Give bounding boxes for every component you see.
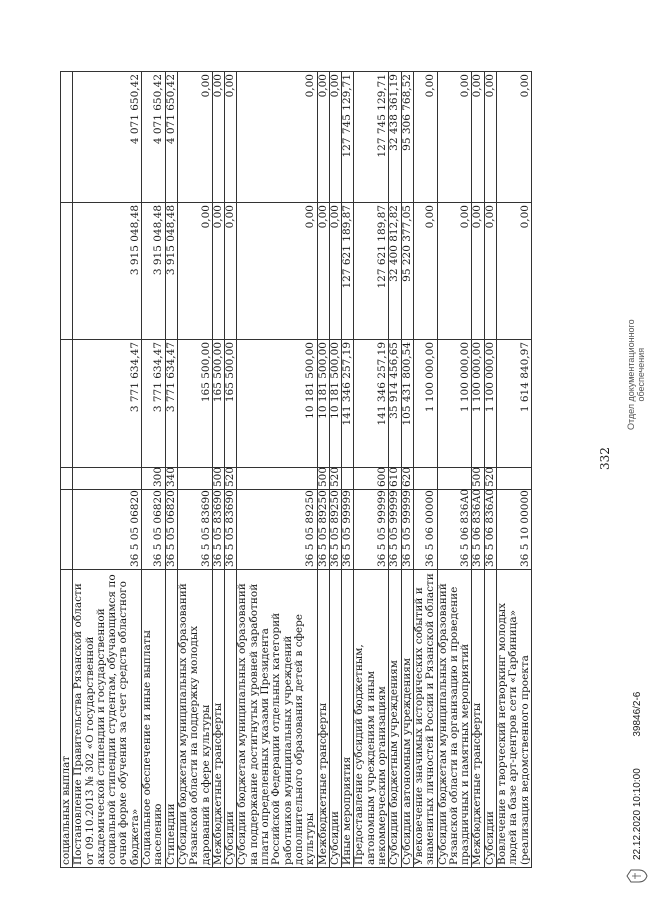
value-2021-cell: 1 614 840,97 (496, 340, 531, 468)
stamp-line-1: Отдел документационного (626, 319, 636, 430)
vr-cell (177, 468, 212, 490)
code-cell: 36 5 05 99999 (354, 490, 389, 570)
value-2023-cell: 127 745 129,71 (342, 72, 354, 203)
value-2023-cell: 0,00 (496, 72, 531, 203)
name-cell: Субсидии (329, 570, 341, 868)
vr-cell: 500 (472, 468, 484, 490)
value-2022-cell: 0,00 (237, 203, 317, 340)
page-number: 332 (598, 447, 612, 470)
value-2022-cell: 0,00 (472, 203, 484, 340)
vr-cell: 610 (389, 468, 401, 490)
value-2022-cell: 0,00 (212, 203, 224, 340)
stamp-line-2: обеспечения (636, 347, 646, 402)
value-2022-cell: 3 915 048,48 (73, 203, 142, 340)
value-2022-cell: 3 915 048,48 (165, 203, 177, 340)
table-row (177, 72, 212, 868)
table-row (401, 72, 413, 868)
table-row (437, 72, 472, 868)
table-row (317, 72, 329, 868)
value-2022-cell: 0,00 (177, 203, 212, 340)
table-row (61, 72, 73, 868)
print-datetime: 22.12.2020 10:10:00 (632, 768, 643, 860)
code-cell: 36 5 10 00000 (496, 490, 531, 570)
value-2021-cell: 165 500,00 (177, 340, 212, 468)
name-cell: Межбюджетные трансферты (472, 570, 484, 868)
value-2023-cell: 0,00 (225, 72, 237, 203)
vr-cell: 520 (484, 468, 496, 490)
value-2022-cell: 0,00 (317, 203, 329, 340)
budget-table (60, 71, 532, 868)
code-cell: 36 5 05 06820 (165, 490, 177, 570)
name-cell: Субсидии бюджетам муниципальных образований Рязанской области на организацию и проведение праздничных и памятных мероприятий (437, 570, 472, 868)
code-cell: 36 5 06 836А0 (484, 490, 496, 570)
value-2023-cell: 0,00 (317, 72, 329, 203)
vr-cell: 500 (212, 468, 224, 490)
emblem-icon (626, 868, 648, 884)
vr-cell: 520 (329, 468, 341, 490)
value-2021-cell: 1 100 000,00 (472, 340, 484, 468)
name-cell: Субсидии (484, 570, 496, 868)
value-2023-cell: 127 745 129,71 (354, 72, 389, 203)
value-2021-cell: 10 181 500,00 (329, 340, 341, 468)
name-cell: Субсидии бюджетам муниципальных образований Рязанской области на поддержку молодых дарований в сфере культуры (177, 570, 212, 868)
value-2023-cell: 4 071 650,42 (165, 72, 177, 203)
value-2023-cell: 4 071 650,42 (142, 72, 166, 203)
code-cell: 36 5 06 836А0 (437, 490, 472, 570)
value-2023-cell: 4 071 650,42 (73, 72, 142, 203)
code-cell: 36 5 05 89250 (237, 490, 317, 570)
name-cell: Субсидии (225, 570, 237, 868)
value-2023-cell: 0,00 (329, 72, 341, 203)
vr-cell (342, 468, 354, 490)
name-cell: Постановление Правительства Рязанской области от 09.10.2013 № 302 «О государственной академической стипендии и государственной социальной стипендии студентам, обучающимся по очной форме обучения за счет средств областного бюджета» (73, 570, 142, 868)
vr-cell (237, 468, 317, 490)
value-2021-cell: 165 500,00 (225, 340, 237, 468)
table-row (225, 72, 237, 868)
name-cell: Субсидии автономным учреждениям (401, 570, 413, 868)
value-2023-cell: 0,00 (413, 72, 437, 203)
value-2022-cell: 0,00 (225, 203, 237, 340)
value-2021-cell: 141 346 257,19 (342, 340, 354, 468)
vr-cell: 340 (165, 468, 177, 490)
name-cell: Социальное обеспечение и иные выплаты населению (142, 570, 166, 868)
vr-cell: 600 (354, 468, 389, 490)
code-cell: 36 5 05 83690 (225, 490, 237, 570)
value-2021-cell: 1 100 000,00 (437, 340, 472, 468)
code-cell: 36 5 05 89250 (329, 490, 341, 570)
value-2021-cell: 105 431 800,54 (401, 340, 413, 468)
name-cell: Стипендии (165, 570, 177, 868)
table-row (237, 72, 317, 868)
code-cell: 36 5 05 99999 (342, 490, 354, 570)
value-2022-cell: 3 915 048,48 (142, 203, 166, 340)
vr-cell (61, 468, 73, 490)
value-2021-cell: 1 100 000,00 (484, 340, 496, 468)
code-cell: 36 5 05 99999 (401, 490, 413, 570)
vr-cell (437, 468, 472, 490)
table-row (389, 72, 401, 868)
name-cell: социальных выплат (61, 570, 73, 868)
vr-cell (73, 468, 142, 490)
name-cell: Субсидии бюджетам муниципальных образований на поддержание достигнутых уровней заработной платы определенных указами Президента Российской Федерации отдельных категорий работников муниципальных учреждений дополнительного образования детей в сфере культуры (237, 570, 317, 868)
code-cell: 36 5 05 89250 (317, 490, 329, 570)
document-id: 39846/2-6 (632, 691, 643, 737)
value-2023-cell: 0,00 (237, 72, 317, 203)
value-2021-cell: 141 346 257,19 (354, 340, 389, 468)
value-2022-cell: 0,00 (484, 203, 496, 340)
code-cell: 36 5 06 00000 (413, 490, 437, 570)
name-cell: Межбюджетные трансферты (317, 570, 329, 868)
value-2021-cell: 35 914 456,65 (389, 340, 401, 468)
table-row (496, 72, 531, 868)
value-2021-cell: 3 771 634,47 (142, 340, 166, 468)
table-row (472, 72, 484, 868)
footer (632, 692, 643, 860)
code-cell: 36 5 05 83690 (212, 490, 224, 570)
name-cell: Иные мероприятия (342, 570, 354, 868)
department-stamp (626, 319, 646, 430)
value-2023-cell: 0,00 (472, 72, 484, 203)
value-2021-cell: 10 181 500,00 (237, 340, 317, 468)
value-2023-cell: 0,00 (484, 72, 496, 203)
name-cell: Субсидии бюджетным учреждениям (389, 570, 401, 868)
value-2023-cell: 95 306 768,52 (401, 72, 413, 203)
table-row (484, 72, 496, 868)
value-2022-cell: 0,00 (496, 203, 531, 340)
value-2022-cell (61, 203, 73, 340)
table-row (212, 72, 224, 868)
vr-cell (413, 468, 437, 490)
vr-cell: 620 (401, 468, 413, 490)
code-cell: 36 5 05 06820 (73, 490, 142, 570)
vr-cell: 500 (317, 468, 329, 490)
value-2022-cell: 32 400 812,82 (389, 203, 401, 340)
name-cell: Предоставление субсидий бюджетным, автономным учреждениям и иным некоммерческим организациям (354, 570, 389, 868)
budget-table-body (61, 72, 532, 868)
name-cell: Межбюджетные трансферты (212, 570, 224, 868)
value-2022-cell: 127 621 189,87 (354, 203, 389, 340)
value-2021-cell: 165 500,00 (212, 340, 224, 468)
code-cell: 36 5 05 83690 (177, 490, 212, 570)
code-cell: 36 5 06 836А0 (472, 490, 484, 570)
table-row (73, 72, 142, 868)
vr-cell (496, 468, 531, 490)
value-2023-cell: 0,00 (177, 72, 212, 203)
name-cell: Увековечение значимых исторических событий и знаменитых личностей России и Рязанской области (413, 570, 437, 868)
value-2023-cell: 0,00 (212, 72, 224, 203)
value-2022-cell: 95 220 377,05 (401, 203, 413, 340)
vr-cell: 520 (225, 468, 237, 490)
rotated-page-content (60, 70, 646, 870)
name-cell: Вовлечение в творческий нетворкинг молодых людей на базе арт-центров сети «Гарбиница» (реализация ведомственного проекта (496, 570, 531, 868)
value-2021-cell: 3 771 634,47 (165, 340, 177, 468)
value-2023-cell: 32 438 361,19 (389, 72, 401, 203)
table-row (142, 72, 166, 868)
value-2021-cell: 10 181 500,00 (317, 340, 329, 468)
value-2021-cell: 1 100 000,00 (413, 340, 437, 468)
value-2023-cell (61, 72, 73, 203)
table-row (342, 72, 354, 868)
vr-cell: 300 (142, 468, 166, 490)
code-cell: 36 5 05 06820 (142, 490, 166, 570)
table-row (354, 72, 389, 868)
value-2022-cell: 0,00 (413, 203, 437, 340)
table-row (329, 72, 341, 868)
value-2023-cell: 0,00 (437, 72, 472, 203)
code-cell (61, 490, 73, 570)
value-2021-cell (61, 340, 73, 468)
value-2022-cell: 127 621 189,87 (342, 203, 354, 340)
value-2022-cell: 0,00 (329, 203, 341, 340)
value-2021-cell: 3 771 634,47 (73, 340, 142, 468)
table-row (413, 72, 437, 868)
value-2022-cell: 0,00 (437, 203, 472, 340)
code-cell: 36 5 05 99999 (389, 490, 401, 570)
table-row (165, 72, 177, 868)
